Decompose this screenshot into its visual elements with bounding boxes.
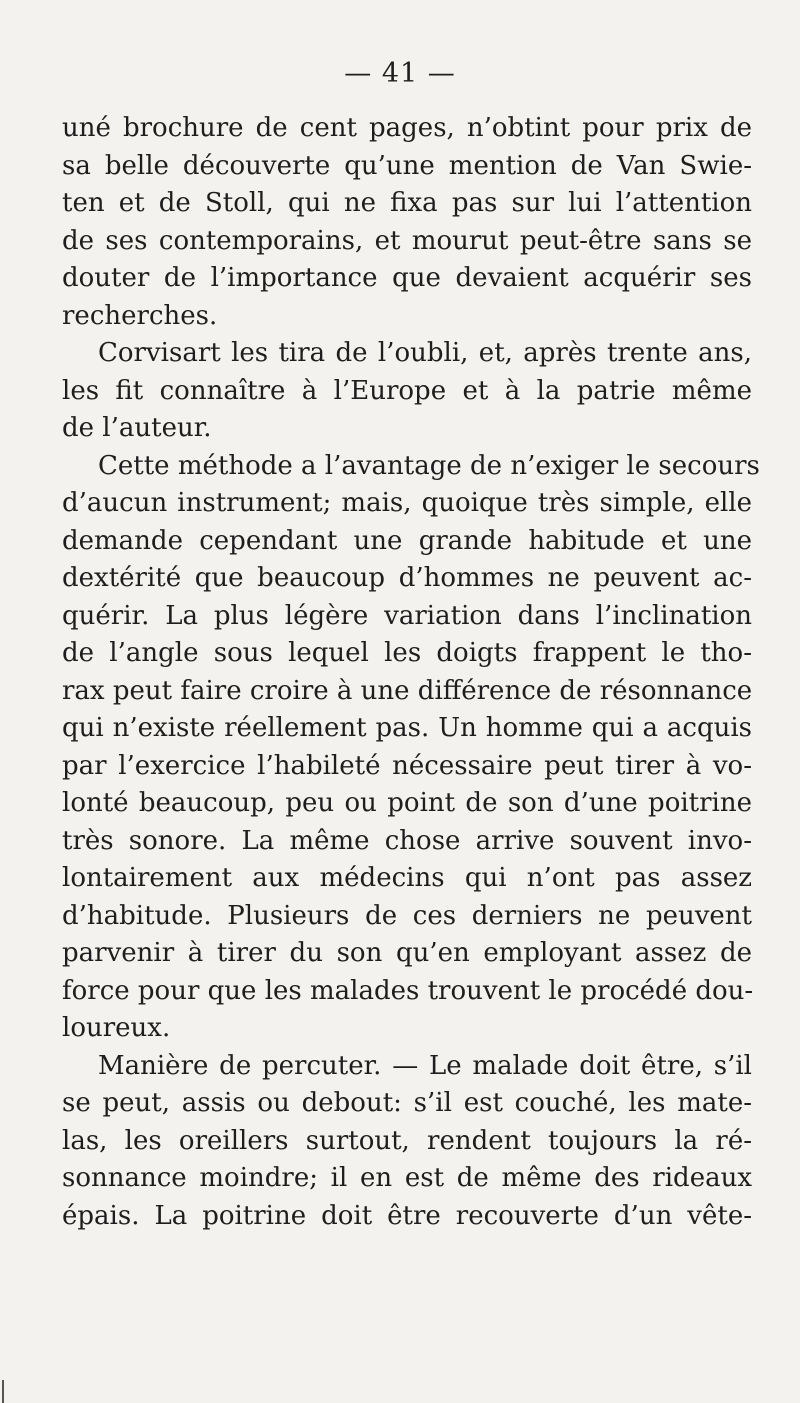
text-line: douter de l’importance que devaient acquérir ses — [62, 263, 752, 293]
margin-rule — [2, 1380, 4, 1403]
text-line: qui n’existe réellement pas. Un homme qui a acquis — [62, 713, 752, 743]
text-line: dextérité que beaucoup d’hommes ne peuvent ac- — [62, 563, 752, 593]
text-line: ten et de Stoll, qui ne fixa pas sur lui l’attention — [62, 188, 752, 218]
text-line: se peut, assis ou debout: s’il est couché, les mate- — [62, 1088, 752, 1118]
text-line: parvenir à tirer du son qu’en employant assez de — [62, 938, 752, 968]
text-line: uné brochure de cent pages, n’obtint pour prix de — [62, 113, 752, 143]
text-line: Manière de percuter. — Le malade doit être, s’il — [98, 1050, 752, 1081]
text-line: sonnance moindre; il en est de même des rideaux — [62, 1163, 752, 1193]
text-line: de ses contemporains, et mourut peut-être sans se — [62, 225, 752, 256]
text-line: lontairement aux médecins qui n’ont pas assez — [62, 863, 752, 893]
text-line: rax peut faire croire à une différence de résonnance — [62, 675, 753, 706]
text-line: Cette méthode a l’avantage de n’exiger le secours — [98, 450, 760, 481]
text-line: Corvisart les tira de l’oubli, et, après trente ans, — [98, 338, 752, 368]
text-line: de l’auteur. — [62, 413, 212, 443]
text-line: lonté beaucoup, peu ou point de son d’une poitrine — [62, 788, 752, 818]
text-line: demande cependant une grande habitude et une — [62, 525, 752, 556]
text-line: sa belle découverte qu’une mention de Van Swie- — [62, 150, 752, 181]
text-line: force pour que les malades trouvent le procédé dou- — [62, 975, 754, 1006]
body-text — [62, 110, 760, 1235]
text-line: les fit connaître à l’Europe et à la patrie même — [62, 375, 752, 406]
text-line: recherches. — [62, 300, 218, 331]
text-line: de l’angle sous lequel les doigts frappent le tho- — [62, 638, 752, 668]
text-line: loureux. — [62, 1013, 171, 1043]
text-line: très sonore. La même chose arrive souvent invo- — [62, 825, 752, 856]
text-line: d’aucun instrument; mais, quoique très simple, elle — [62, 488, 752, 518]
text-line: par l’exercice l’habileté nécessaire peut tirer à vo- — [62, 750, 752, 781]
page-number: — 41 — — [344, 58, 456, 89]
text-line: las, les oreillers surtout, rendent toujours la ré- — [62, 1125, 752, 1156]
text-line: épais. La poitrine doit être recouverte d’un vête- — [62, 1200, 752, 1231]
text-line: quérir. La plus légère variation dans l’inclination — [62, 600, 752, 631]
text-line: d’habitude. Plusieurs de ces derniers ne peuvent — [62, 900, 752, 931]
